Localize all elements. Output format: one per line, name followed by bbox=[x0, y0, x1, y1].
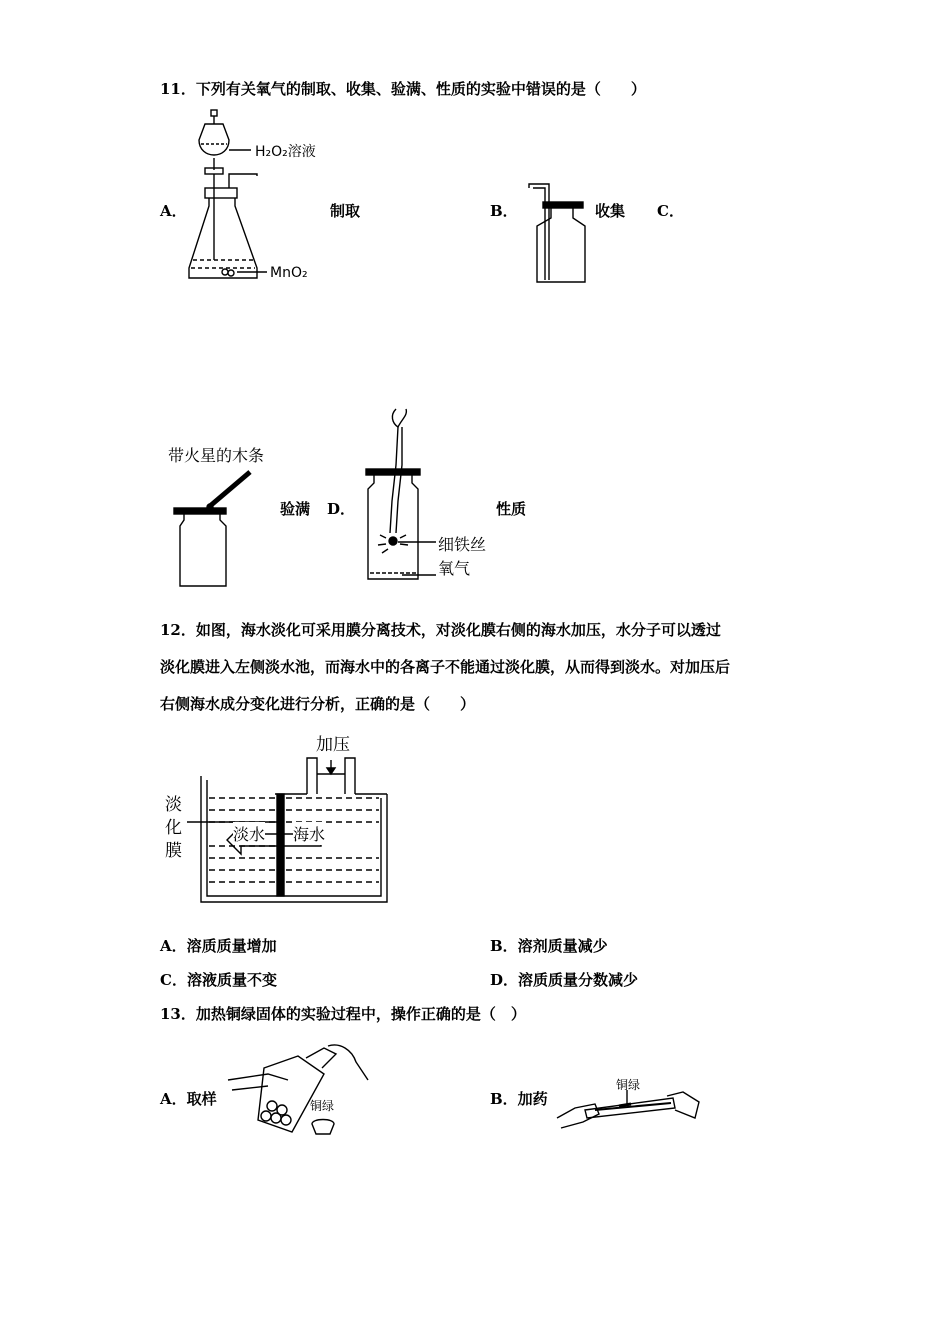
q12-desalination-diagram bbox=[165, 730, 405, 910]
right-hand bbox=[328, 1045, 368, 1080]
q11-option-d-label: D． bbox=[327, 500, 356, 518]
q12-membrane-label-3: 膜 bbox=[165, 841, 182, 861]
q11-figure-c-bottle bbox=[170, 470, 270, 590]
q13-option-b: B．加药 bbox=[490, 1090, 548, 1108]
q11-a-reagent-bottom: MnO₂ bbox=[270, 265, 308, 281]
q12-sea-water-label: 海水 bbox=[293, 822, 325, 845]
q11-option-a-label: A． bbox=[160, 202, 187, 220]
q11-option-b-text: 收集 bbox=[595, 202, 626, 220]
q11-c-caption: 带火星的木条 bbox=[168, 446, 265, 465]
question-11-stem: 11．下列有关氧气的制取、收集、验满、性质的实验中错误的是（ ） bbox=[160, 80, 646, 98]
flask-stopper bbox=[205, 188, 237, 198]
q11-d-wire-label: 细铁丝 bbox=[438, 535, 487, 554]
q11-figure-d-iron-wire bbox=[362, 405, 442, 585]
q13-figure-b-adding bbox=[555, 1088, 705, 1138]
q11-option-a-text: 制取 bbox=[330, 202, 361, 220]
conical-flask bbox=[189, 198, 257, 278]
q13-figure-a-sampling bbox=[228, 1040, 378, 1140]
q11-option-d-text: 性质 bbox=[496, 500, 527, 518]
separatory-funnel bbox=[199, 124, 229, 155]
oxygen-bottle bbox=[180, 514, 226, 586]
q13-option-a: A．取样 bbox=[160, 1090, 217, 1108]
left-arm bbox=[228, 1074, 288, 1080]
q11-option-c-label: C． bbox=[657, 202, 684, 220]
q12-option-a: A．溶质质量增加 bbox=[160, 937, 277, 955]
q12-membrane-label-2: 化 bbox=[165, 818, 182, 838]
q11-figure-a-flask bbox=[185, 110, 335, 290]
question-12-stem-line3: 右侧海水成分变化进行分析，正确的是（ ） bbox=[160, 695, 476, 713]
q12-fresh-water-label: 淡水 bbox=[233, 822, 265, 845]
q12-pressure-label: 加压 bbox=[316, 735, 350, 755]
q12-membrane-label-1: 淡 bbox=[165, 795, 182, 815]
funnel-stopper bbox=[211, 110, 217, 116]
hand-clip bbox=[392, 409, 406, 427]
left-hand bbox=[557, 1104, 599, 1128]
q12-option-d: D．溶质质量分数减少 bbox=[490, 971, 639, 989]
delivery-tube bbox=[529, 184, 549, 280]
gas-bottle bbox=[537, 208, 585, 282]
question-12-stem-line2: 淡化膜进入左侧淡水池，而海水中的各离子不能通过淡化膜，从而得到淡水。对加压后 bbox=[160, 658, 731, 676]
q11-d-gas-label: 氧气 bbox=[438, 559, 471, 578]
q11-figure-b-bottle bbox=[525, 180, 595, 290]
q12-option-b: B．溶剂质量减少 bbox=[490, 937, 608, 955]
question-13-stem: 13．加热铜绿固体的实验过程中，操作正确的是（ ） bbox=[160, 1005, 526, 1023]
q13-a-reagent-label: 铜绿 bbox=[310, 1099, 335, 1113]
q12-option-c: C．溶液质量不变 bbox=[160, 971, 277, 989]
membrane bbox=[277, 794, 284, 896]
q11-option-b-label: B． bbox=[490, 202, 518, 220]
question-12-stem-line1: 12．如图，海水淡化可采用膜分离技术，对淡化膜右侧的海水加压，水分子可以透过 bbox=[160, 621, 721, 639]
right-hand bbox=[667, 1092, 699, 1118]
bottle-cap bbox=[312, 1120, 334, 1135]
q11-option-c-text: 验满 bbox=[280, 500, 311, 518]
q13-b-reagent-label: 铜绿 bbox=[616, 1078, 641, 1092]
q11-a-reagent-top: H₂O₂溶液 bbox=[255, 144, 316, 160]
glowing-splint bbox=[210, 472, 250, 506]
